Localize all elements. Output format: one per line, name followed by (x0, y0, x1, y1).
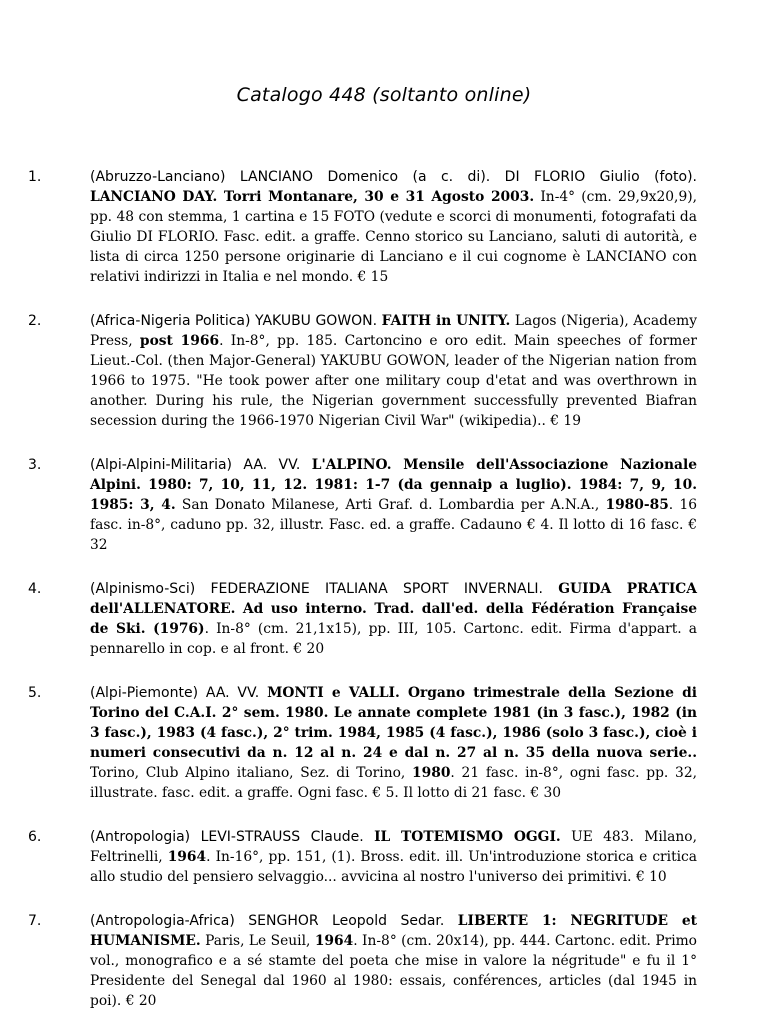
entry-year: 1964 (167, 849, 207, 865)
entry-text (90, 579, 697, 659)
catalog-entry (0, 683, 768, 803)
entry-year: 1980-85 (605, 497, 669, 513)
entry-number: 6. (28, 829, 42, 845)
entry-details: . In-16°, pp. 151, (1). Bross. edit. ill. Un'introduzione storica e critica allo studio del pensiero selvaggio... avvicina al nostro l'universo dei primitivi. € 10 (90, 849, 697, 885)
entry-number: 4. (28, 581, 42, 597)
catalog-entry (0, 911, 768, 1011)
entry-text (90, 311, 697, 431)
entry-number: 2. (28, 313, 42, 329)
entry-lead: (Abruzzo-Lanciano) LANCIANO Domenico (a c. di). DI FLORIO Giulio (foto). (90, 169, 697, 185)
entry-lead: (Alpinismo-Sci) FEDERAZIONE ITALIANA SPORT INVERNALI. (90, 581, 559, 597)
entry-details: Paris, Le Seuil, (200, 933, 315, 949)
entry-title: LIBERTE 1: NEGRITUDE et HUMANISME. (90, 913, 697, 949)
entry-lead: (Africa-Nigeria Politica) YAKUBU GOWON. (90, 313, 382, 329)
entry-details: Lagos (Nigeria), Academy Press, (90, 313, 697, 349)
entry-title: L'ALPINO. Mensile dell'Associazione Nazionale Alpini. 1980: 7, 10, 11, 12. 1981: 1-7 (da gennaip a luglio). 1984: 7, 9, 10. 1985: 3, 4. (90, 457, 697, 513)
catalog-entries (0, 167, 768, 1035)
entry-details: UE 483. Milano, Feltrinelli, (90, 829, 697, 865)
page-title: Catalogo 448 (soltanto online) (236, 84, 532, 106)
entry-number: 3. (28, 457, 42, 473)
entry-title: LANCIANO DAY. Torri Montanare, 30 e 31 Agosto 2003. (90, 189, 535, 205)
catalog-entry (0, 579, 768, 659)
entry-number: 7. (28, 913, 42, 929)
entry-lead: (Alpi-Piemonte) AA. VV. (90, 685, 268, 701)
entry-year: 1980 (412, 765, 451, 781)
entry-text (90, 827, 697, 887)
entry-text (90, 455, 697, 555)
entry-lead: (Antropologia) LEVI-STRAUSS Claude. (90, 829, 375, 845)
catalog-entry (0, 827, 768, 887)
entry-number: 5. (28, 685, 42, 701)
entry-details: . 16 fasc. in-8°, caduno pp. 32, illustr. Fasc. ed. a graffe. Cadauno € 4. Il lotto di 16 fasc. € 32 (90, 497, 697, 553)
entry-details: San Donato Milanese, Arti Graf. d. Lombardia per A.N.A., (175, 497, 606, 513)
entry-lead: (Antropologia-Africa) SENGHOR Leopold Sedar. (90, 913, 458, 929)
entry-number: 1. (28, 169, 42, 185)
entry-text (90, 911, 697, 1011)
entry-title: MONTI e VALLI. Organo trimestrale della Sezione di Torino del C.A.I. 2° sem. 1980. Le annate complete 1981 (in 3 fasc.), 1982 (in 3 fasc.), 1983 (4 fasc.), 2° trim. 1984, 1985 (4 fasc.), 1986 (solo 3 fasc.), cioè i numeri consecutivi da n. 12 al n. 24 e dal n. 27 al n. 35 della nuova serie.. (90, 685, 697, 761)
entry-text (90, 167, 697, 287)
entry-details: . In-8° (cm. 20x14), pp. 444. Cartonc. edit. Primo vol., monografico e a sé stamte del poeta che mise in valore la négritude" e fu il 1° Presidente del Senegal dal 1960 al 1980: essais, conférences, articles (dal 1945 in poi). € 20 (90, 933, 697, 1009)
entry-details: . In-8° (cm. 21,1x15), pp. III, 105. Cartonc. edit. Firma d'appart. a pennarello in cop. e al front. € 20 (90, 621, 697, 657)
entry-title: FAITH in UNITY. (381, 313, 511, 329)
entry-details: In-4° (cm. 29,9x20,9), pp. 48 con stemma, 1 cartina e 15 FOTO (vedute e scorci di monumenti, fotografati da Giulio DI FLORIO. Fasc. edit. a graffe. Cenno storico su Lanciano, saluti di autorità, e lista di circa 1250 persone originarie di Lanciano e il cui cognome è LANCIANO con relativi indirizzi in Italia e nel mondo. € 15 (90, 189, 697, 285)
entry-details: . In-8°, pp. 185. Cartoncino e oro edit. Main speeches of former Lieut.-Col. (then Major-General) YAKUBU GOWON, leader of the Nigerian nation from 1966 to 1975. "He took power after one military coup d'etat and was overthrown in another. During his rule, the Nigerian government successfully prevented Biafran secession during the 1966-1970 Nigerian Civil War" (wikipedia).. € 19 (90, 333, 697, 429)
entry-title: GUIDA PRATICA dell'ALLENATORE. Ad uso interno. Trad. dall'ed. della Fédération Française de Ski. (1976) (90, 581, 697, 637)
entry-lead: (Alpi-Alpini-Militaria) AA. VV. (90, 457, 312, 473)
catalog-entry (0, 311, 768, 431)
entry-text (90, 683, 697, 803)
entry-title: IL TOTEMISMO OGGI. (374, 829, 561, 845)
entry-details: . 21 fasc. in-8°, ogni fasc. pp. 32, illustrate. fasc. edit. a graffe. Ogni fasc. € 5. Il lotto di 21 fasc. € 30 (90, 765, 697, 801)
entry-details: Torino, Club Alpino italiano, Sez. di Torino, (90, 765, 413, 781)
entry-year: 1964 (314, 933, 354, 949)
catalog-entry (0, 167, 768, 287)
entry-year: post 1966 (139, 333, 220, 349)
catalog-entry (0, 455, 768, 555)
